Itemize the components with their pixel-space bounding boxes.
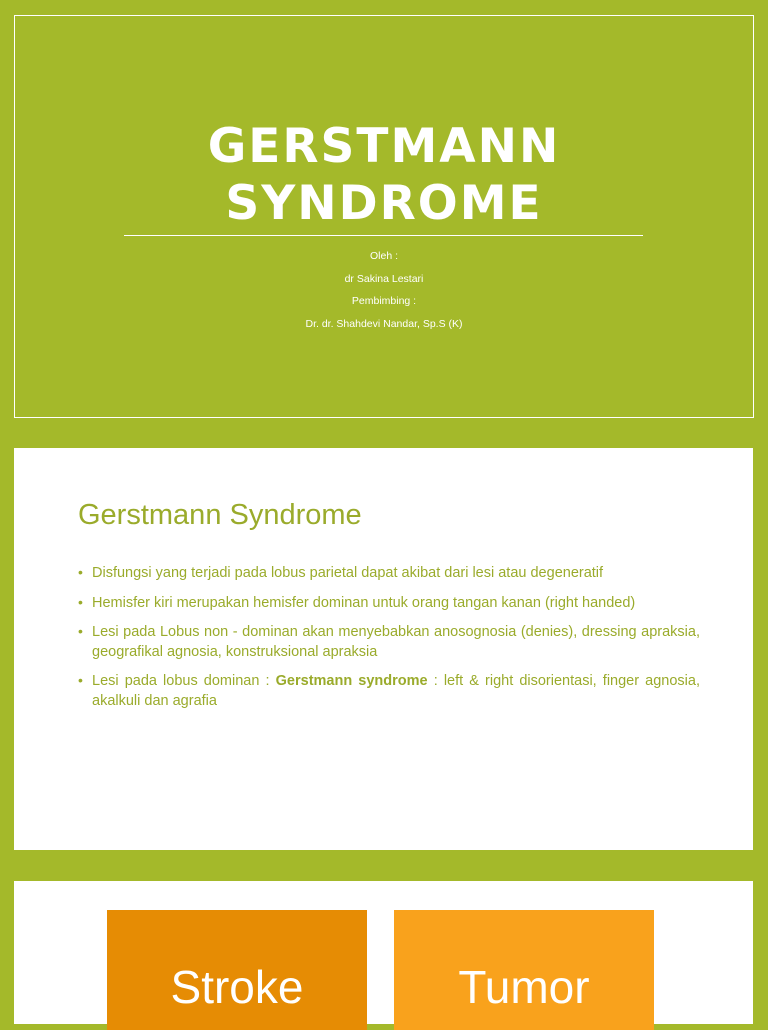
bullet-item [78, 594, 700, 614]
bullet-item [78, 564, 700, 584]
subtitle-line: Dr. dr. Shahdevi Nandar, Sp.S (K) [305, 317, 463, 330]
bullet-icon: • [78, 623, 83, 639]
subtitle-line: dr Sakina Lestari [344, 272, 424, 285]
title-line-2: SYNDROME [225, 176, 543, 231]
content-slide [14, 448, 753, 850]
bullet-icon: • [78, 672, 83, 688]
bullet-item [78, 672, 700, 711]
stroke-box [107, 910, 367, 1030]
bullet-item [78, 623, 700, 662]
bullet-text-pre: Lesi pada lobus dominan : [92, 673, 276, 689]
bullet-list [78, 564, 700, 721]
bullet-text-bold: Gerstmann syndrome [275, 673, 428, 689]
title-line-1: GERSTMANN [207, 119, 561, 174]
tumor-label: Tumor [458, 961, 590, 1013]
bullet-icon: • [78, 564, 83, 580]
slide-subtitle [0, 245, 768, 335]
content-heading: Gerstmann Syndrome [78, 499, 362, 531]
stroke-label: Stroke [170, 961, 304, 1013]
boxes-slide [14, 881, 753, 1024]
subtitle-line: Oleh : [369, 250, 398, 262]
bullet-icon: • [78, 593, 83, 610]
bullet-text-post: : left & right disorientasi, finger agnosia, akalkuli dan agrafia [92, 673, 700, 709]
subtitle-line: Pembimbing : [351, 295, 417, 307]
title-slide [0, 0, 768, 432]
slide-title [0, 118, 768, 232]
bullet-text: Lesi pada Lobus non - dominan akan menyebabkan anosognosia (denies), dressing apraksia, geografikal agnosia, konstruksional apraksia [92, 624, 700, 660]
bullet-text: Hemisfer kiri merupakan hemisfer dominan untuk orang tangan kanan (right handed) [92, 594, 636, 611]
tumor-box [394, 910, 654, 1030]
title-divider [124, 235, 643, 236]
bullet-text: Disfungsi yang terjadi pada lobus parietal dapat akibat dari lesi atau degeneratif [92, 565, 604, 581]
